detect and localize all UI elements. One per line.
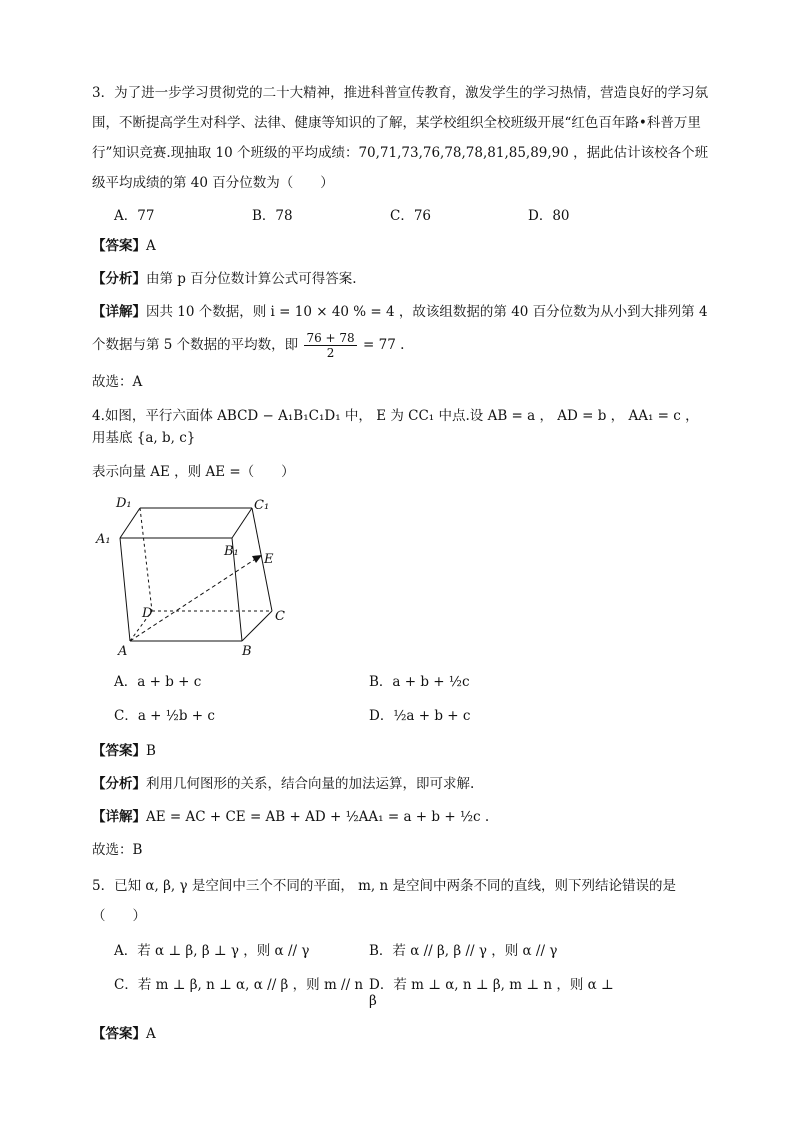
answer-tag: 【答案】 — [92, 238, 146, 254]
q3-answer — [92, 235, 712, 257]
q4-text-line1: 4.如图，平行六面体 ABCD − A₁B₁C₁D₁ 中， E 为 CC₁ 中点.设 AB = a ， AD = b ， AA₁ = c ，用基底 {a, b, c} — [92, 408, 699, 446]
document-page — [92, 78, 712, 1045]
label-a1: A₁ — [96, 532, 111, 547]
q5-option-a: A．若 α ⊥ β, β ⊥ γ ，则 α // γ — [114, 943, 310, 959]
fraction-denominator: 2 — [326, 346, 335, 360]
parallelepiped-figure — [92, 493, 302, 658]
analysis-tag: 【分析】 — [92, 776, 146, 792]
q3-text: 3．为了进一步学习贯彻党的二十大精神，推进科普宣传教育，激发学生的学习热情，营造良好的学习氛围，不断提高学生对科学、法律、健康等知识的了解，某学校组织全校班级开展“红色百年路•科普万里行”知识竞赛.现抽取 10 个班级的平均成绩：70,71,73,76,78,78,81,85,89,90 ，据此估计该校各个班级平均成绩的第 40 百分位数为（ ） — [92, 85, 709, 191]
detail-text: AE = AC + CE = AB + AD + ½AA₁ = a + b + ½c . — [146, 809, 490, 825]
q3-choose: 故选：A — [92, 374, 143, 390]
label-d: D — [142, 606, 153, 621]
q3-detail-line2 — [92, 331, 712, 360]
fraction — [304, 331, 356, 360]
q4-option-a: A．a + b + c — [114, 674, 202, 690]
label-c: C — [275, 609, 285, 624]
label-d1: D₁ — [116, 496, 132, 511]
analysis-tag: 【分析】 — [92, 271, 146, 287]
q4-option-d: D．½a + b + c — [369, 708, 471, 724]
arrow-head-icon — [252, 555, 262, 563]
q5-option-b: B．若 α // β, β // γ ，则 α // γ — [369, 943, 558, 959]
label-c1: C₁ — [254, 498, 270, 513]
q3-detail-line1 — [92, 301, 712, 323]
q4-detail — [92, 806, 712, 828]
answer-tag: 【答案】 — [92, 743, 146, 759]
q5-option-c: C．若 m ⊥ β, n ⊥ α, α // β ，则 m // n — [114, 977, 364, 993]
label-e: E — [264, 552, 274, 567]
q3-option-b: B．78 — [252, 208, 293, 224]
label-b: B — [242, 644, 252, 658]
q5-options — [114, 939, 712, 1009]
fraction-numerator: 76 + 78 — [306, 331, 355, 345]
q4-choose: 故选：B — [92, 842, 143, 858]
detail-text: 因共 10 个数据，则 i = 10 × 40 % = 4 ，故该组数据的第 40 百分位数为从小到大排列第 4 — [146, 304, 708, 320]
answer-value: A — [146, 1026, 156, 1042]
detail-text: 个数据与第 5 个数据的平均数，即 — [92, 337, 299, 353]
answer-value: B — [146, 743, 156, 759]
label-b1: B₁ — [224, 544, 239, 559]
q3-option-d: D．80 — [528, 208, 570, 224]
q4-option-c: C．a + ½b + c — [114, 708, 215, 724]
q4-analysis — [92, 773, 712, 795]
answer-value: A — [146, 238, 156, 254]
q3-option-c: C．76 — [390, 208, 432, 224]
analysis-text: 利用几何图形的关系，结合向量的加法运算，即可求解. — [146, 776, 475, 792]
q5-text: 5．已知 α, β, γ 是空间中三个不同的平面， m, n 是空间中两条不同的直线，则下列结论错误的是（ ） — [92, 878, 676, 924]
q4-options — [114, 670, 712, 724]
q4-option-b: B．a + b + ½c — [369, 674, 470, 690]
analysis-text: 由第 p 百分位数计算公式可得答案. — [146, 271, 357, 287]
q5-option-d: D．若 m ⊥ α, n ⊥ β, m ⊥ n ，则 α ⊥ β — [369, 977, 614, 1009]
q3-options — [114, 204, 712, 224]
detail-tag: 【详解】 — [92, 304, 146, 320]
q3-option-a: A．77 — [114, 208, 155, 224]
label-a: A — [118, 644, 128, 658]
answer-tag: 【答案】 — [92, 1026, 146, 1042]
detail-text: = 77 . — [363, 337, 405, 353]
q5-answer — [92, 1023, 712, 1045]
detail-tag: 【详解】 — [92, 809, 146, 825]
q4-answer — [92, 740, 712, 762]
q4-text-line2: 表示向量 AE ，则 AE =（ ） — [92, 464, 295, 480]
q3-analysis — [92, 268, 712, 290]
